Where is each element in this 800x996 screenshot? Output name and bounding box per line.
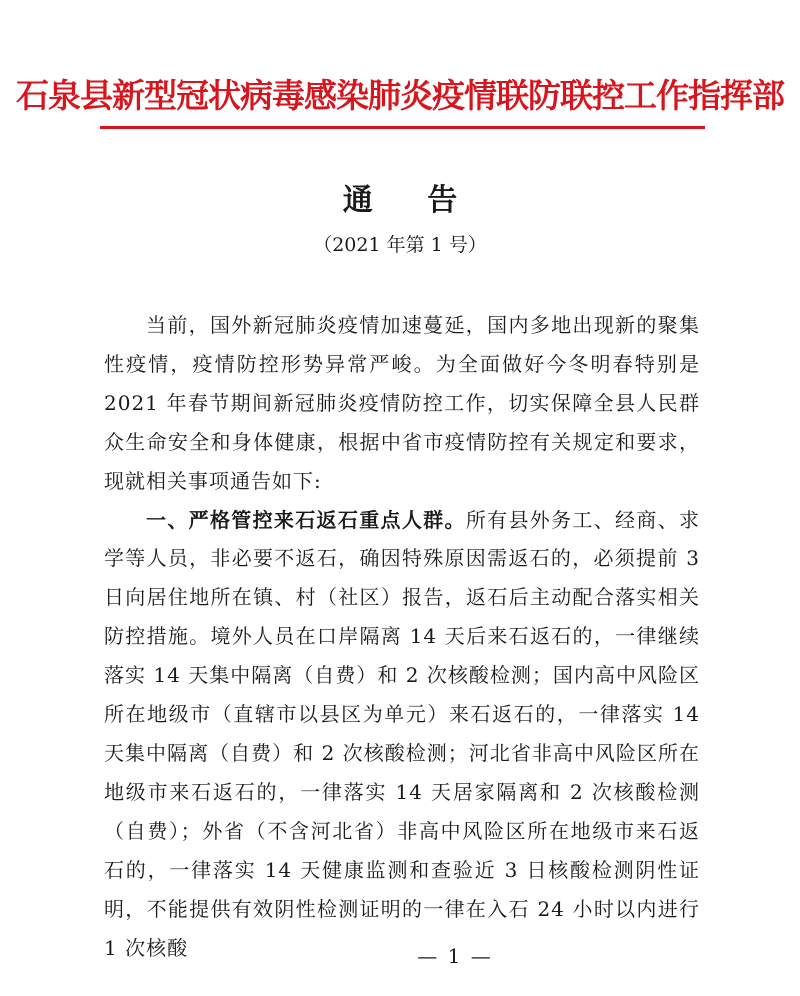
section-1-body: 所有县外务工、经商、求学等人员，非必要不返石，确因特殊原因需返石的，必须提前 3 日向居住地所在镇、村（社区）报告，返石后主动配合落实相关防控措施。境外人员在口岸隔离 14 天后来石返石的，一律继续落实 14 天集中隔离（自费）和 2 次核酸检测；国内高中风险区所在地级市（直辖市以县区为单元）来石返石的，一律落实 14 天集中隔离（自费）和 2 次核酸检测；河北省非高中风险区所在地级市来石返石的，一律落实 14 天居家隔离和 2 次核酸检测（自费）；外省（不含河北省）非高中风险区所在地级市来石返石的，一律落实 14 天健康监测和查验近 3 日核酸检测阴性证明，不能提供有效阴性检测证明的一律在入石 24 小时以内进行 1 次核酸 bbox=[104, 507, 701, 960]
section-1-heading: 一、严格管控来石返石重点人群。 bbox=[146, 507, 466, 532]
document-body bbox=[104, 306, 700, 967]
document-title: 通 告 bbox=[342, 183, 480, 218]
issuer-title: 石泉县新型冠状病毒感染肺炎疫情联防联控工作指挥部 bbox=[16, 76, 784, 115]
page-number: — 1 — bbox=[417, 944, 493, 968]
intro-paragraph: 当前，国外新冠肺炎疫情加速蔓延，国内多地出现新的聚集性疫情，疫情防控形势异常严峻。为全面做好今冬明春特别是 2021 年春节期间新冠肺炎疫情防控工作，切实保障全县人民群众生命安全和身体健康，根据中省市疫情防控有关规定和要求，现就相关事项通告如下: bbox=[104, 313, 700, 493]
header-divider bbox=[100, 126, 705, 129]
document-number: （2021 年第 1 号） bbox=[313, 234, 487, 256]
section-1-paragraph bbox=[104, 501, 700, 968]
